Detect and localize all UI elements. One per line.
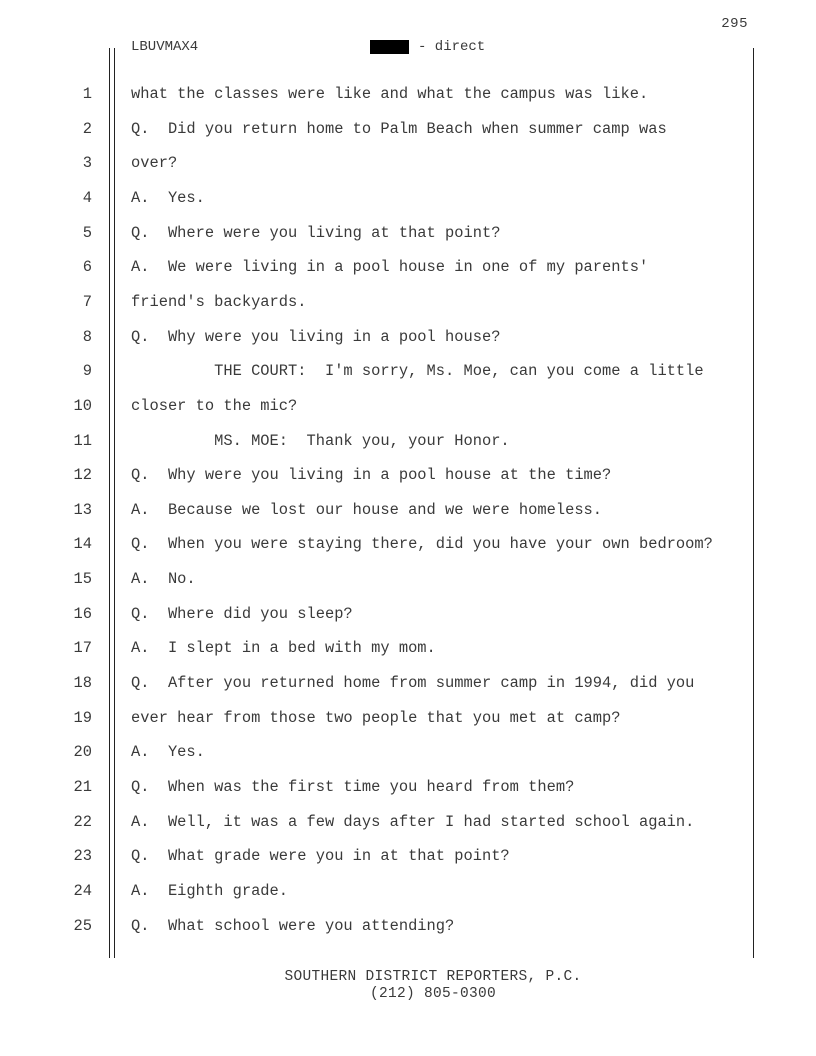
line-text: THE COURT: I'm sorry, Ms. Moe, can you come a little <box>131 362 704 381</box>
line-text: A. We were living in a pool house in one of my parents' <box>131 258 649 277</box>
line-number: 10 <box>73 396 92 415</box>
page-number: 295 <box>721 16 748 32</box>
line-text: ever hear from those two people that you met at camp? <box>131 708 621 727</box>
line-text: closer to the mic? <box>131 396 298 415</box>
line-number: 17 <box>73 639 92 658</box>
line-number: 15 <box>73 570 92 589</box>
line-number: 19 <box>73 708 92 727</box>
line-text: Q. Why were you living in a pool house at the time? <box>131 466 612 485</box>
line-text: Q. When you were staying there, did you have your own bedroom? <box>131 535 713 554</box>
transcript-line <box>0 328 816 348</box>
transcript-line <box>0 432 816 452</box>
line-text: MS. MOE: Thank you, your Honor. <box>131 431 510 450</box>
transcript-line <box>0 847 816 867</box>
transcript-line <box>0 258 816 278</box>
line-text: over? <box>131 154 178 173</box>
transcript-line <box>0 154 816 174</box>
transcript-line <box>0 882 816 902</box>
line-number: 3 <box>82 154 92 173</box>
transcript-line <box>0 535 816 555</box>
line-text: A. No. <box>131 570 196 589</box>
transcript-line <box>0 570 816 590</box>
reporter-phone: (212) 805-0300 <box>369 986 497 1002</box>
line-text: A. Eighth grade. <box>131 881 289 900</box>
line-number: 25 <box>73 916 92 935</box>
transcript-line <box>0 189 816 209</box>
line-text: Q. What grade were you in at that point? <box>131 847 510 866</box>
line-number: 1 <box>82 85 92 103</box>
transcript-line <box>0 743 816 763</box>
transcript-line <box>0 813 816 833</box>
line-text: A. I slept in a bed with my mom. <box>131 639 436 658</box>
transcript-line <box>0 466 816 486</box>
line-text: A. Yes. <box>131 188 205 207</box>
line-number: 4 <box>82 188 92 207</box>
line-text: A. Well, it was a few days after I had started school again. <box>131 812 695 831</box>
witness-header <box>370 39 485 55</box>
transcript-line <box>0 293 816 313</box>
line-number: 6 <box>82 258 92 277</box>
reporter-name: SOUTHERN DISTRICT REPORTERS, P.C. <box>284 969 582 985</box>
line-number: 12 <box>73 466 92 485</box>
transcript-line <box>0 605 816 625</box>
court-reporter-footer <box>0 969 816 1003</box>
line-text: Q. Where did you sleep? <box>131 604 353 623</box>
transcript-line <box>0 85 816 105</box>
line-text: what the classes were like and what the campus was like. <box>131 85 649 103</box>
line-number: 14 <box>73 535 92 554</box>
line-number: 13 <box>73 500 92 519</box>
line-number: 23 <box>73 847 92 866</box>
line-text: Q. What school were you attending? <box>131 916 455 935</box>
transcript-line <box>0 120 816 140</box>
line-number: 5 <box>82 223 92 242</box>
case-code: LBUVMAX4 <box>131 39 199 55</box>
line-number: 9 <box>82 362 92 381</box>
transcript-line <box>0 709 816 729</box>
line-text: Q. Did you return home to Palm Beach when summer camp was <box>131 119 667 138</box>
line-text: Q. Where were you living at that point? <box>131 223 501 242</box>
transcript-line <box>0 397 816 417</box>
line-number: 21 <box>73 778 92 796</box>
line-number: 24 <box>73 881 92 900</box>
transcript-line <box>0 917 816 937</box>
transcript-line <box>0 362 816 382</box>
line-number: 16 <box>73 604 92 623</box>
line-number: 2 <box>82 119 92 138</box>
redacted-witness-name <box>370 40 409 54</box>
examination-type: - direct <box>418 39 486 55</box>
transcript-line <box>0 224 816 244</box>
line-text: Q. Why were you living in a pool house? <box>131 327 501 346</box>
transcript-line <box>0 501 816 521</box>
transcript-line <box>0 639 816 659</box>
line-text: A. Yes. <box>131 743 205 762</box>
line-text: A. Because we lost our house and we were homeless. <box>131 500 603 519</box>
line-number: 7 <box>82 292 92 311</box>
line-number: 18 <box>73 674 92 693</box>
line-number: 20 <box>73 743 92 762</box>
transcript-line <box>0 674 816 694</box>
line-number: 8 <box>82 327 92 346</box>
transcript-line <box>0 778 816 798</box>
line-text: friend's backyards. <box>131 292 307 311</box>
line-text: Q. After you returned home from summer camp in 1994, did you <box>131 674 695 693</box>
line-number: 11 <box>73 431 92 450</box>
line-text: Q. When was the first time you heard from them? <box>131 778 575 796</box>
line-number: 22 <box>73 812 92 831</box>
